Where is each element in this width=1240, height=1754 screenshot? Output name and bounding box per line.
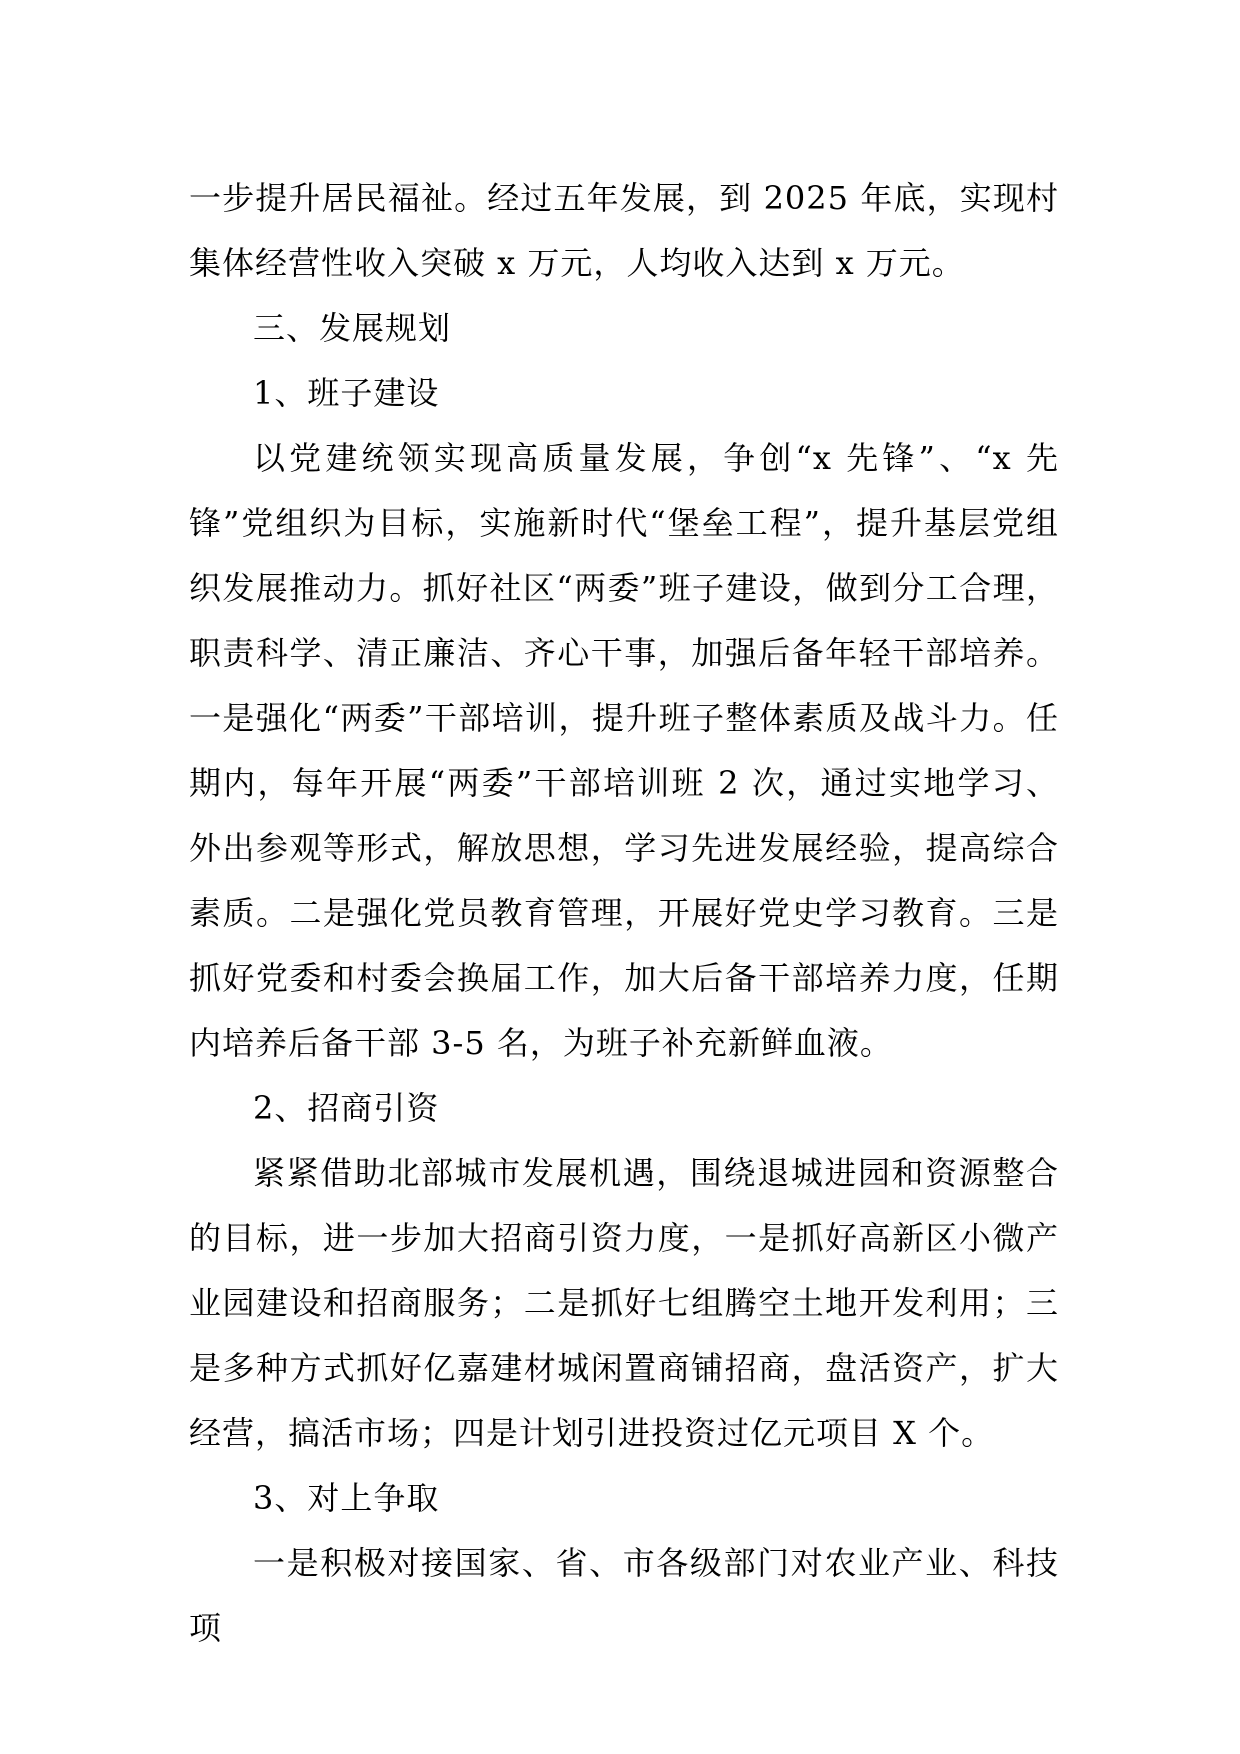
section-heading-development-plan: 三、发展规划 — [253, 309, 452, 347]
paragraph-team-building: 以党建统领实现高质量发展，争创“x 先锋”、“x 先锋”党组织为目标，实施新时代“堡垒工程”，提升基层党组织发展推动力。抓好社区“两委”班子建设，做到分工合理，职责科学、清正廉洁、齐心干事，加强后备年轻干部培养。一是强化“两委”干部培训，提升班子整体素质及战斗力。任期内，每年开展“两委”干部培训班 2 次，通过实地学习、外出参观等形式，解放思想，学习先进发展经验，提高综合素质。二是强化党员教育管理，开展好党史学习教育。三是抓好党委和村委会换届工作，加大后备干部培养力度，任期内培养后备干部 3-5 名，为班子补充新鲜血液。 — [189, 439, 1059, 1062]
subheading-upward-striving: 3、对上争取 — [253, 1479, 440, 1517]
subheading-investment-attraction: 2、招商引资 — [253, 1089, 440, 1127]
paragraph-investment-attraction: 紧紧借助北部城市发展机遇，围绕退城进园和资源整合的目标，进一步加大招商引资力度，一是抓好高新区小微产业园建设和招商服务；二是抓好七组腾空土地开发利用；三是多种方式抓好亿嘉建材城闲置商铺招商，盘活资产，扩大经营，搞活市场；四是计划引进投资过亿元项目 X 个。 — [189, 1154, 1059, 1452]
paragraph-upward-striving: 一是积极对接国家、省、市各级部门对农业产业、科技项 — [189, 1544, 1059, 1647]
subheading-team-building: 1、班子建设 — [253, 374, 440, 412]
paragraph-welfare-goal: 一步提升居民福祉。经过五年发展，到 2025 年底，实现村集体经营性收入突破 x 万元，人均收入达到 x 万元。 — [189, 179, 1059, 282]
document-body — [189, 166, 1059, 1661]
